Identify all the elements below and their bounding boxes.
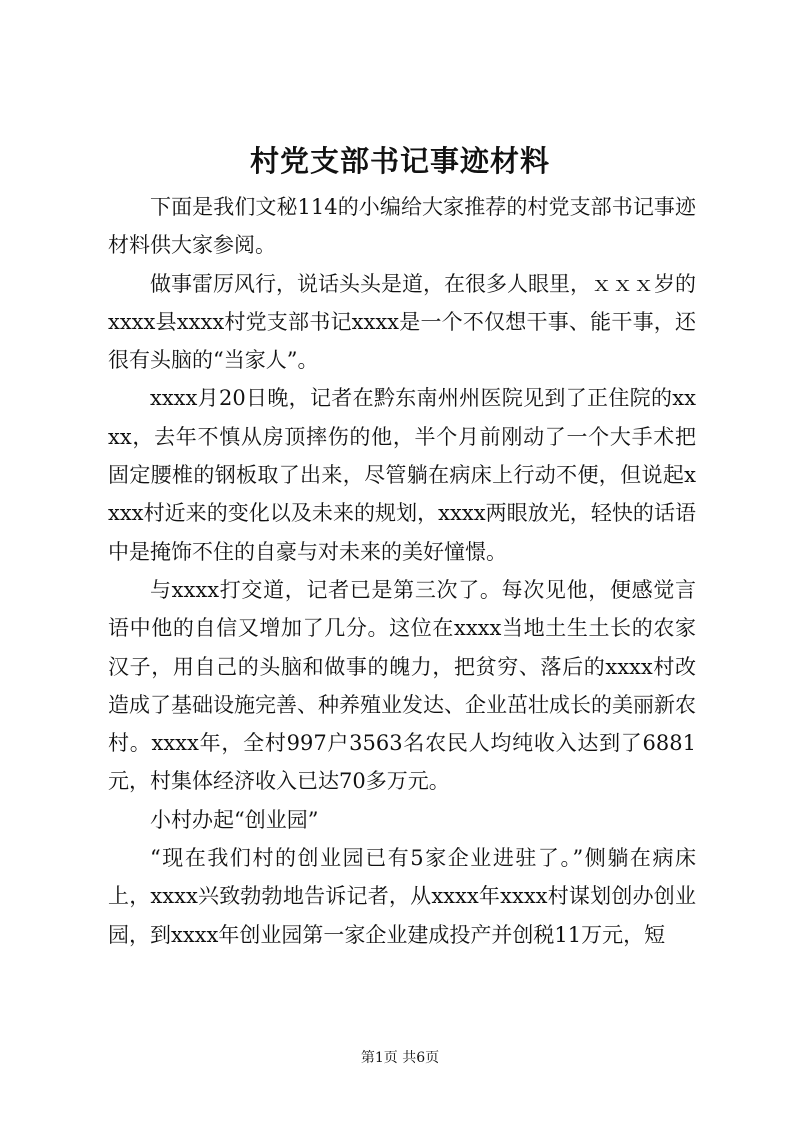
page-footer: 第1页 共6页 [360,1050,440,1066]
paragraph-hospital-visit: xxxx月20日晚，记者在黔东南州州医院见到了正住院的xxxx，去年不慎从房顶摔伤的他，半个月前刚动了一个大手术把固定腰椎的钢板取了出来，尽管躺在病床上行动不便，但说起xxxx村近来的变化以及未来的规划，xxxx两眼放光，轻快的话语中是掩饰不住的自豪与对未来的美好憧憬。 [108,386,696,564]
section-heading-startup-park: 小村办起“创业园” [150,807,319,832]
paragraph-village-change: 与xxxx打交道，记者已是第三次了。每次见他，便感觉言语中他的自信又增加了几分。这位在xxxx当地土生土长的农家汉子，用自己的头脑和做事的魄力，把贫穷、落后的xxxx村改造成了基础设施完善、种养殖业发达、企业茁壮成长的美丽新农村。xxxx年，全村997户3563名农民人均纯收入达到了6881元，村集体经济收入已达70多万元。 [108,577,696,794]
paragraph-intro: 下面是我们文秘114的小编给大家推荐的村党支部书记事迹材料供大家参阅。 [108,195,696,258]
document-body [108,188,696,954]
paragraph-description: 做事雷厉风行，说话头头是道，在很多人眼里，ｘｘｘ岁的xxxx县xxxx村党支部书记xxxx是一个不仅想干事、能干事，还很有头脑的“当家人”。 [108,271,696,373]
document-title: 村党支部书记事迹材料 [249,144,550,178]
paragraph-startup-park: “现在我们村的创业园已有5家企业进驻了。”侧躺在病床上，xxxx兴致勃勃地告诉记者，从xxxx年xxxx村谋划创办创业园，到xxxx年创业园第一家企业建成投产并创税11万元，短 [108,846,696,947]
